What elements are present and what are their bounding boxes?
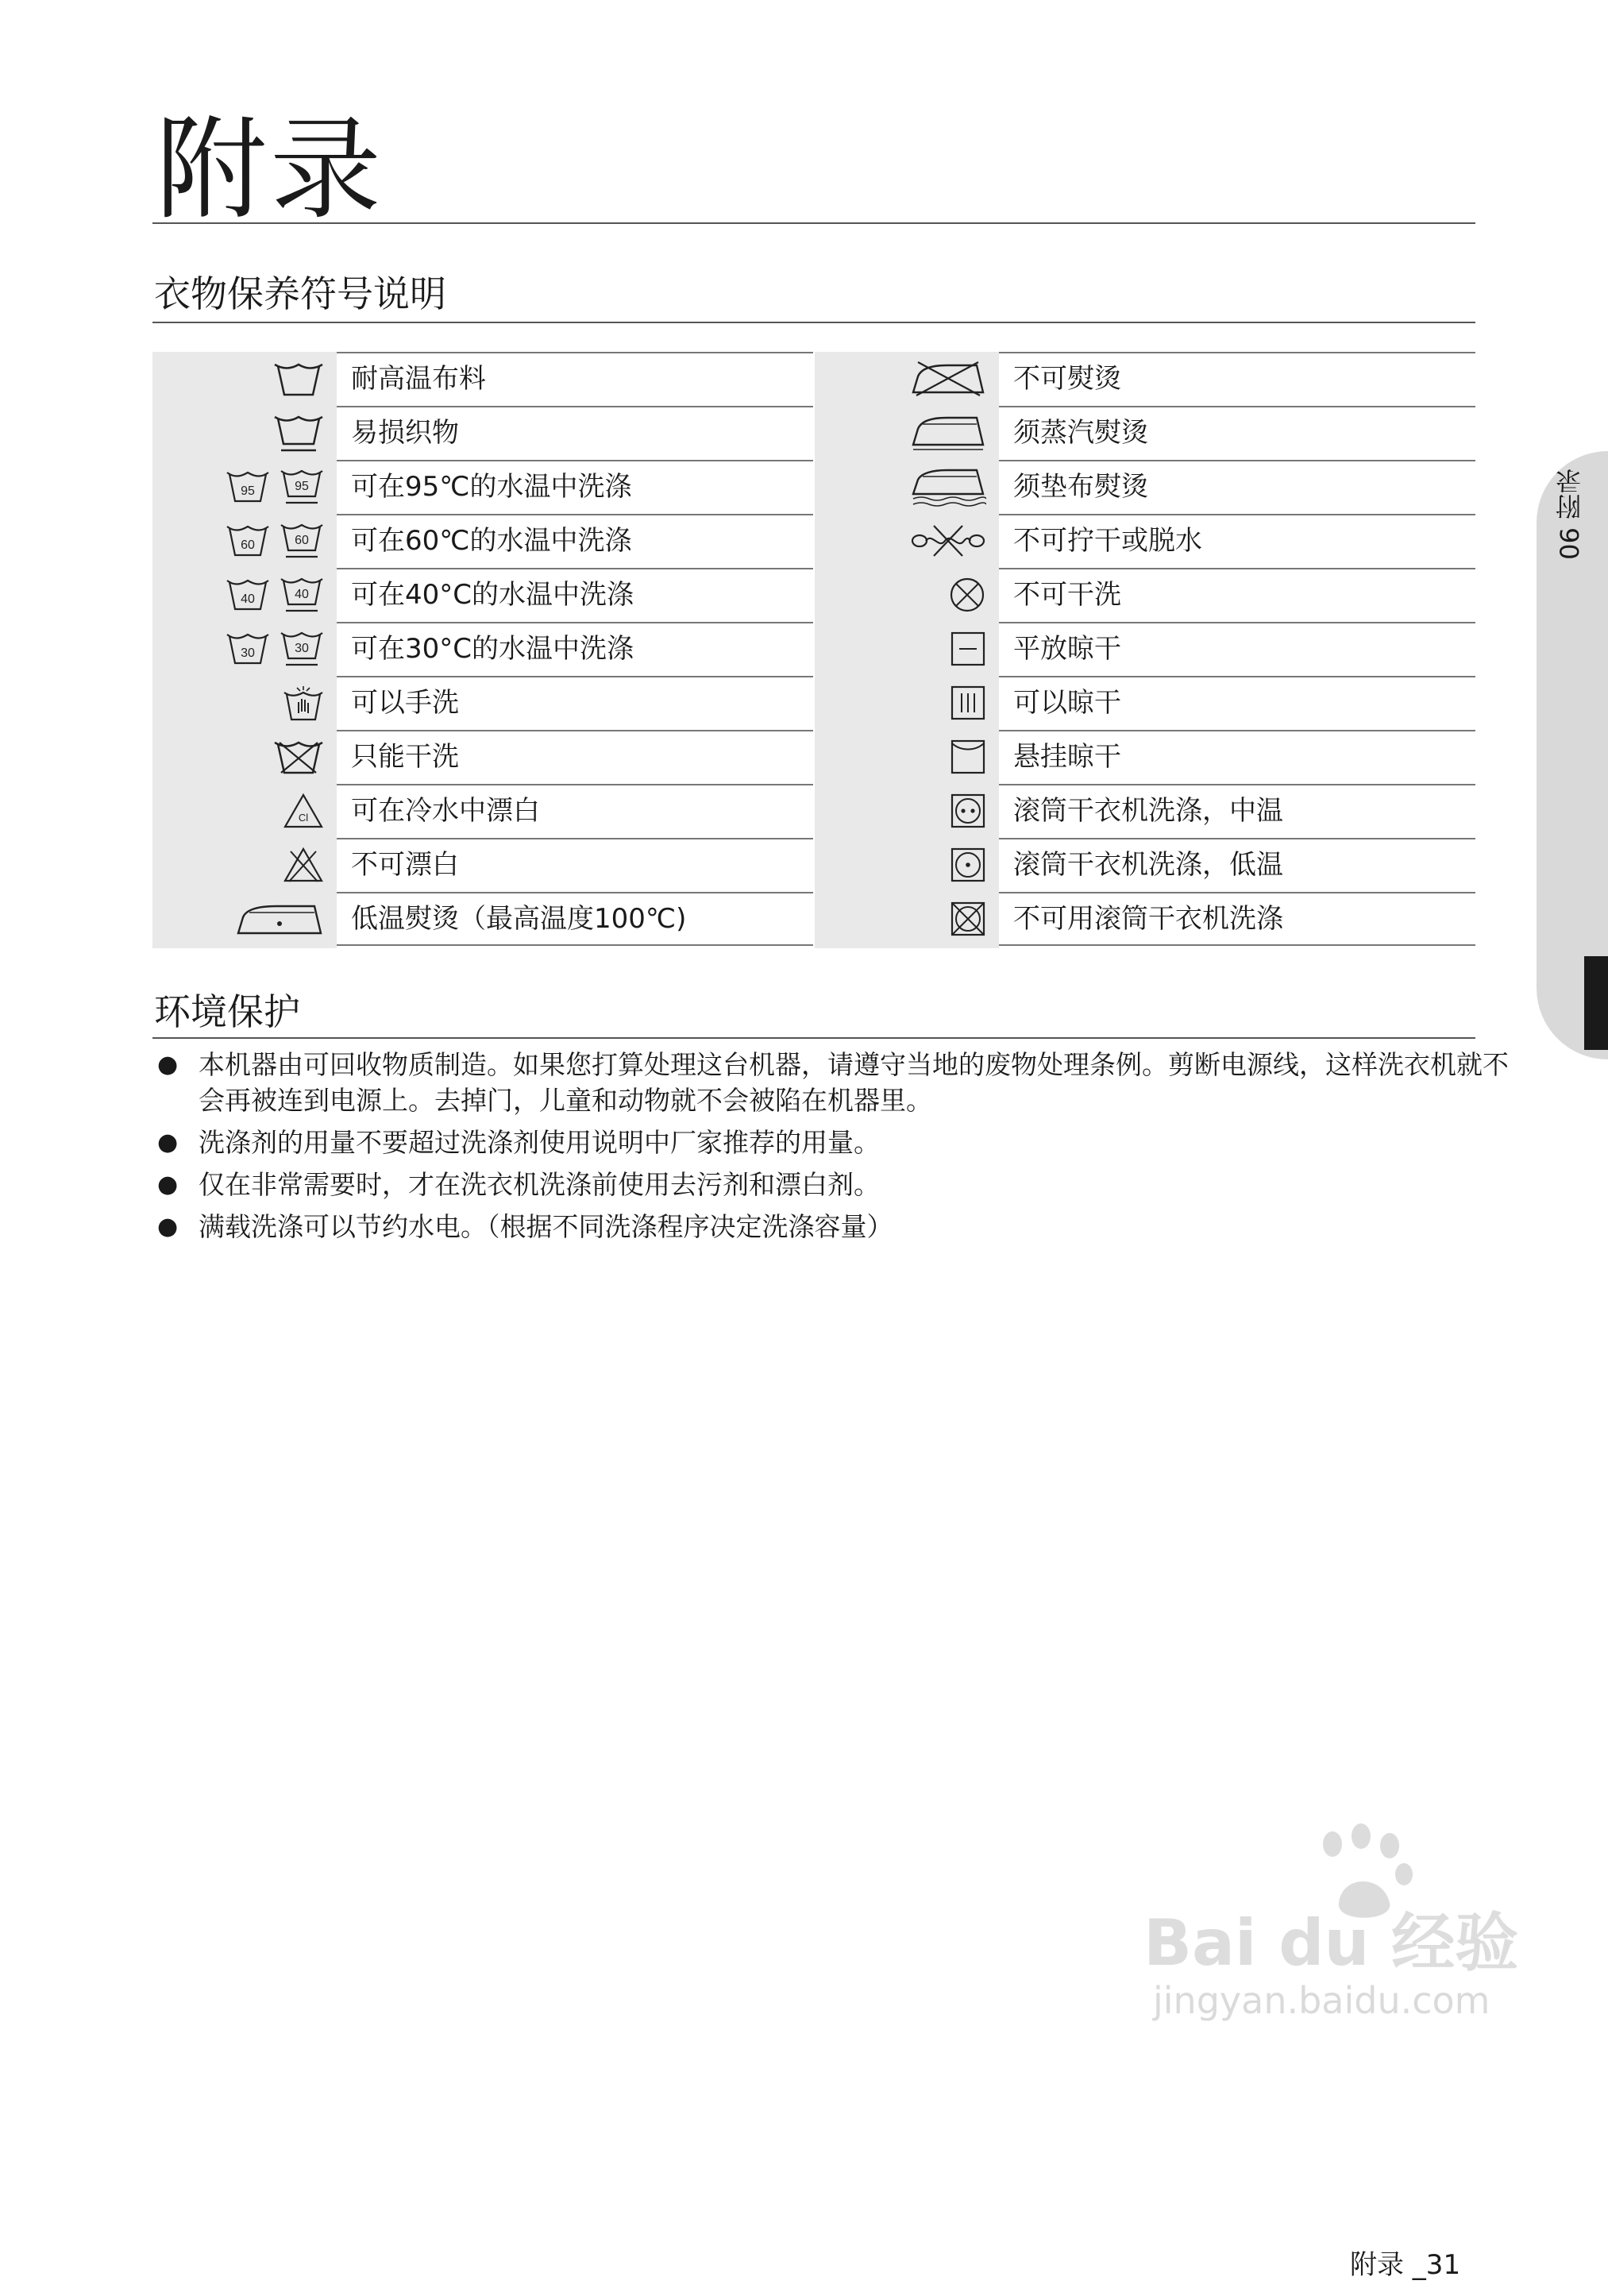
care-symbol-cell	[152, 568, 337, 622]
tub-30-icon	[226, 631, 270, 666]
list-item-text: 仅在非常需要时，才在洗衣机洗涤前使用去污剂和漂白剂。	[199, 1169, 880, 1200]
care-symbol-cell	[152, 514, 337, 568]
care-row	[815, 892, 1475, 946]
care-symbol-cell	[815, 352, 999, 406]
bullet-icon: ●	[157, 1051, 179, 1079]
no-tumble-icon	[950, 901, 986, 937]
care-row	[815, 838, 1475, 892]
tumble-low-icon	[950, 847, 986, 883]
care-row	[815, 568, 1475, 622]
do-not-wash-icon	[273, 739, 324, 774]
bullet-icon: ●	[157, 1213, 179, 1241]
care-description: 低温熨烫（最高温度100℃)	[337, 892, 813, 946]
tub-delicate-icon	[273, 414, 324, 452]
care-row	[152, 622, 813, 676]
care-description: 可以晾干	[999, 676, 1475, 730]
no-dry-clean-icon	[948, 576, 986, 614]
iron-cloth-icon	[910, 467, 986, 507]
care-symbol-cell	[152, 784, 337, 838]
dry-flat-icon	[950, 631, 986, 667]
svg-text:60: 60	[241, 538, 255, 552]
svg-text:95: 95	[241, 484, 255, 498]
watermark-url: jingyan.baidu.com	[1153, 1979, 1490, 2022]
care-description: 悬挂晾干	[999, 730, 1475, 784]
care-description: 不可用滚筒干衣机洗涤	[999, 892, 1475, 946]
care-symbols-table	[152, 352, 1475, 948]
care-symbol-cell	[152, 838, 337, 892]
iron-low-icon	[235, 901, 324, 936]
care-row	[152, 838, 813, 892]
care-description: 可在30°C的水温中洗涤	[337, 622, 813, 676]
care-symbol-cell	[815, 568, 999, 622]
no-iron-icon	[910, 361, 986, 397]
care-description: 不可拧干或脱水	[999, 514, 1475, 568]
baidu-logo	[1128, 1001, 1525, 2208]
list-item-text: 本机器由可回收物质制造。如果您打算处理这台机器，请遵守当地的废物处理条例。剪断电源线，这样洗衣机就不会再被连到电源上。去掉门，儿童和动物就不会被陷在机器里。	[199, 1049, 1509, 1116]
chapter-side-tab	[1537, 451, 1608, 1059]
care-description: 不可漂白	[337, 838, 813, 892]
care-description: 可在冷水中漂白	[337, 784, 813, 838]
svg-text:40: 40	[295, 588, 309, 601]
watermark-brand: Bai du 经验	[1143, 1906, 1519, 1980]
care-symbol-cell	[152, 676, 337, 730]
care-section-rule	[152, 322, 1475, 323]
page-footer: 附录 _31	[1350, 2249, 1461, 2281]
no-bleach-icon	[283, 847, 324, 883]
care-symbol-cell	[152, 352, 337, 406]
care-row	[815, 406, 1475, 460]
care-description: 平放晾干	[999, 622, 1475, 676]
care-column-left	[152, 352, 813, 948]
care-description: 可以手洗	[337, 676, 813, 730]
tub-30-icon	[280, 630, 324, 668]
care-description: 滚筒干衣机洗涤，低温	[999, 838, 1475, 892]
care-row	[152, 460, 813, 514]
care-symbol-cell	[815, 460, 999, 514]
care-symbol-cell	[815, 514, 999, 568]
tub-40-icon	[226, 577, 270, 612]
tub-60-icon	[226, 523, 270, 558]
care-row	[152, 676, 813, 730]
care-symbol-cell	[152, 460, 337, 514]
svg-text:30: 30	[295, 642, 309, 655]
care-symbol-cell	[152, 892, 337, 946]
care-row	[815, 514, 1475, 568]
care-description: 可在60℃的水温中洗涤	[337, 514, 813, 568]
care-symbol-cell	[815, 622, 999, 676]
care-row	[815, 730, 1475, 784]
care-description: 耐高温布料	[337, 352, 813, 406]
tub-60-icon	[280, 522, 324, 560]
care-row	[152, 784, 813, 838]
svg-text:40: 40	[241, 592, 255, 606]
drip-dry-icon	[950, 685, 986, 721]
care-description: 须垫布熨烫	[999, 460, 1475, 514]
care-row	[815, 352, 1475, 406]
care-symbol-cell	[815, 838, 999, 892]
care-description: 可在40°C的水温中洗涤	[337, 568, 813, 622]
care-row	[152, 406, 813, 460]
care-symbol-cell	[815, 406, 999, 460]
care-row	[152, 514, 813, 568]
svg-text:60: 60	[295, 534, 309, 547]
care-symbol-cell	[152, 622, 337, 676]
chapter-tab-label: 06 附录	[1555, 469, 1585, 560]
bullet-icon: ●	[157, 1171, 179, 1198]
hand-wash-icon	[283, 685, 324, 721]
tub-95-icon	[226, 469, 270, 504]
care-row	[152, 892, 813, 946]
care-column-right	[815, 352, 1475, 948]
page-title: 附录	[156, 106, 385, 235]
svg-text:30: 30	[241, 646, 255, 660]
title-rule	[152, 222, 1475, 224]
care-symbol-cell	[152, 406, 337, 460]
care-row	[815, 622, 1475, 676]
care-row	[152, 730, 813, 784]
care-symbol-cell	[815, 892, 999, 946]
care-description: 只能干洗	[337, 730, 813, 784]
care-symbol-cell	[815, 730, 999, 784]
care-symbol-cell	[152, 730, 337, 784]
care-description: 滚筒干衣机洗涤，中温	[999, 784, 1475, 838]
care-description: 须蒸汽熨烫	[999, 406, 1475, 460]
svg-text:Cl: Cl	[298, 812, 309, 824]
tumble-medium-icon	[950, 793, 986, 829]
svg-text:95: 95	[295, 480, 309, 493]
tub-40-icon	[280, 576, 324, 614]
care-description: 可在95℃的水温中洗涤	[337, 460, 813, 514]
care-row	[152, 568, 813, 622]
care-symbol-cell	[815, 676, 999, 730]
care-symbol-cell	[815, 784, 999, 838]
care-row	[152, 352, 813, 406]
care-section-title: 衣物保养符号说明	[154, 272, 446, 315]
line-dry-icon	[950, 739, 986, 775]
care-row	[815, 460, 1475, 514]
no-wring-icon	[910, 523, 986, 559]
care-description: 不可熨烫	[999, 352, 1475, 406]
tub-icon	[273, 361, 324, 396]
care-row	[815, 784, 1475, 838]
bleach-cl-icon	[283, 793, 324, 829]
list-item-text: 洗涤剂的用量不要超过洗涤剂使用说明中厂家推荐的用量。	[199, 1127, 880, 1158]
care-row	[815, 676, 1475, 730]
list-item-text: 满载洗涤可以节约水电。（根据不同洗涤程序决定洗涤容量）	[199, 1211, 893, 1242]
env-section-title: 环境保护	[154, 990, 300, 1033]
care-description: 不可干洗	[999, 568, 1475, 622]
care-description: 易损织物	[337, 406, 813, 460]
bullet-icon: ●	[157, 1129, 179, 1156]
tub-95-icon	[280, 468, 324, 506]
chapter-tab-marker	[1584, 956, 1608, 1050]
steam-iron-icon	[910, 415, 986, 451]
baidu-watermark	[1128, 1001, 1525, 2211]
